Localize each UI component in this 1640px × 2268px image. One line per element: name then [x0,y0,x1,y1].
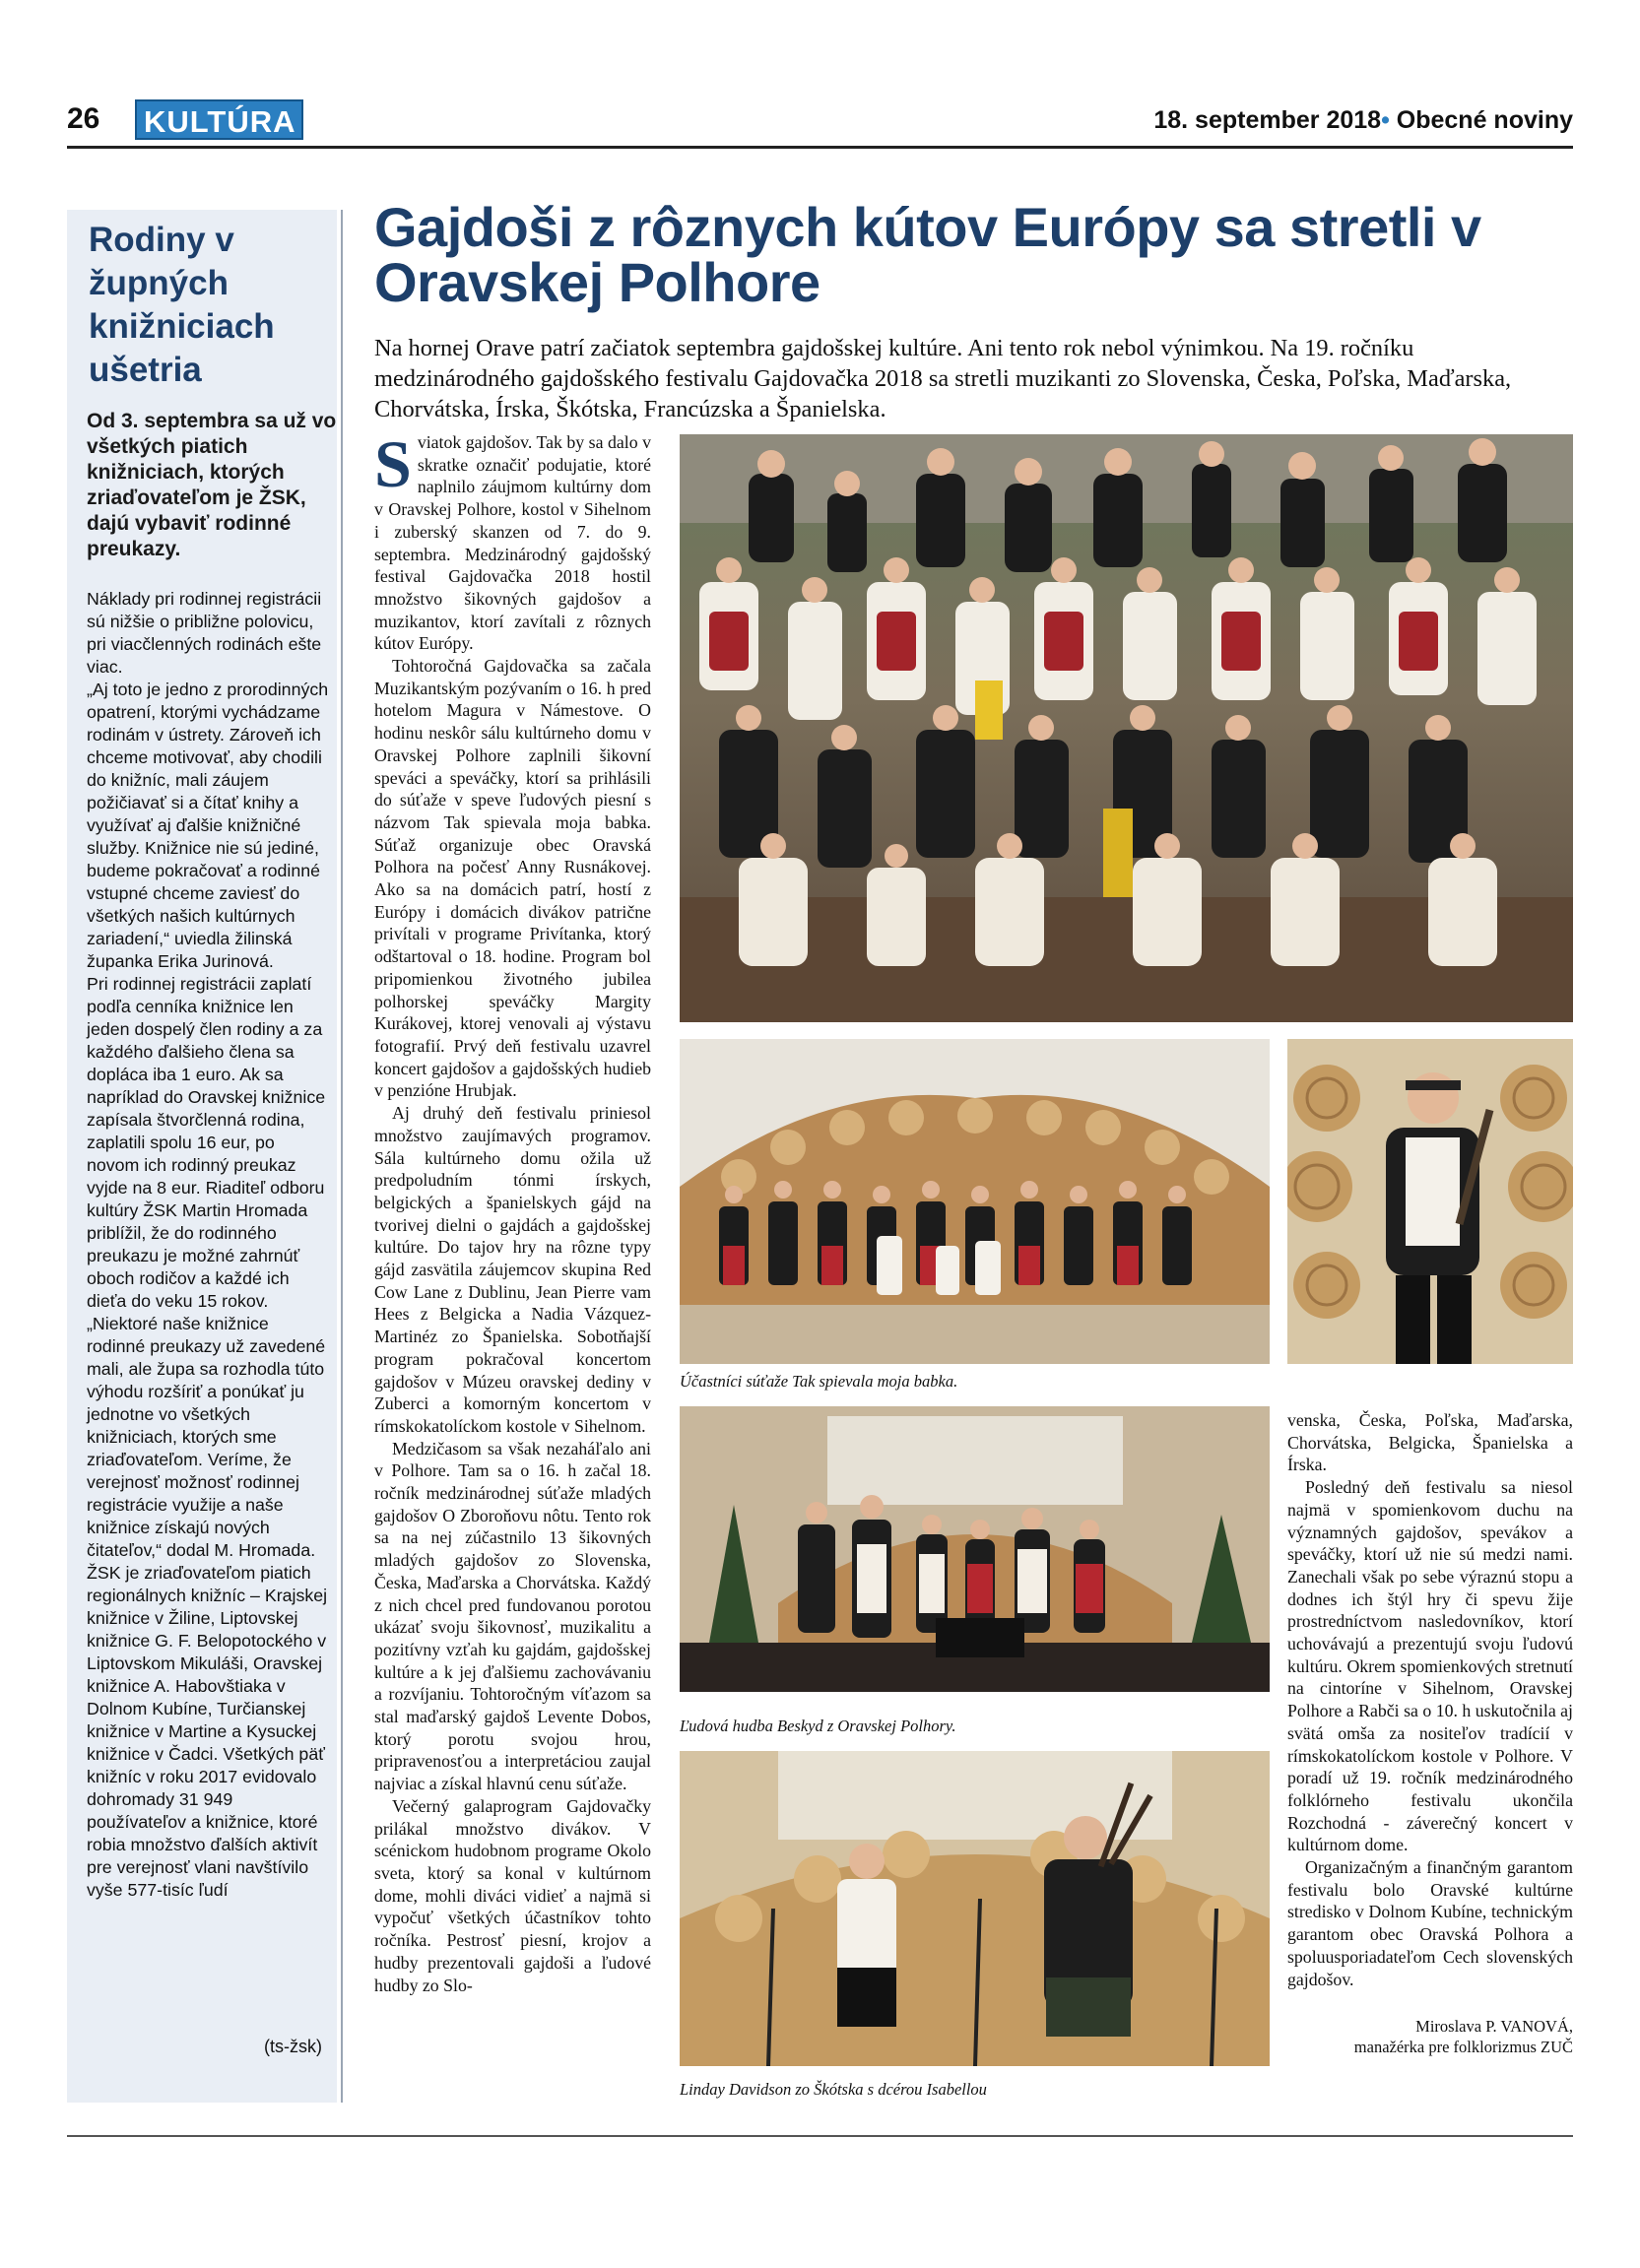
section-label: KULTÚRA [135,99,303,140]
sidebar-paragraph: Náklady pri rodinnej registrácii sú nižšie o približne polovicu, pri viacčlenných rodinách ešte viac. [87,589,322,677]
issue-date: 18. september 2018 [1153,106,1382,134]
article-paragraph [374,426,651,655]
sidebar-divider [341,210,343,2103]
article-lead: Na hornej Orave patrí začiatok septembra gajdošskej kultúre. Ani tento rok nebol výnimkou. Na 19. ročníku medzinárodného gajdošského festivalu Gajdovačka 2018 sa stretli muzikanti zo Slovenska, Česka, Poľska, Maďarska, Chorvátska, Írska, Škótska, Francúzska a Španielska. [374,335,1512,422]
sidebar-signature: (ts-žsk) [264,2037,322,2056]
footer-rule [67,2135,1573,2137]
group-photo [680,434,1573,1022]
article-paragraph: Medzičasom sa však nezaháľalo ani v Polhore. Tam sa o 16. h začal 18. ročník medzinárodnej súťaže mladých gajdošov O Zboroňovu nôtu. Tento rok sa na nej zúčastnilo 13 šikovných mladých gajdošov zo Slovenska, Česka, Maďarska a Chorvátska. Každý z nich chcel pred fundovanou porotou ukázať svoju šikovnosť, muzikalitu a pozitívny vzťah ku gajdám, gajdošskej kultúre a k jej ďalšiemu zachovávaniu a rozvíjaniu. Tohtoročným víťazom sa stal maďarský gajdoš Levente Dobos, ktorý porotu svojou hrou, pripravenosťou a interpretáciou zaujal najviac a získal hlavnú cenu súťaže. [374,1438,651,1794]
sidebar-paragraph: „Aj toto je jedno z prorodinných opatrení, ktorými vychádzame rodinám v ústrety. Zároveň ich chceme motivovať, aby chodili do knižníc, mali záujem požičiavať si a čítať knihy a využívať aj ďalšie knižničné služby. Knižnice nie sú jediné, budeme pokračovať a rodinné vstupné chceme zaviesť do všetkých našich kultúrnych zariadení,“ uviedla žilinská županka Erika Jurinová. [87,680,329,971]
scottish-pipers-photo [680,1751,1270,2066]
photo-caption: Linday Davidson zo Škótska s dcérou Isabellou [680,2080,987,2099]
article-paragraph: venska, Česka, Poľska, Maďarska, Chorvátska, Belgicka, Španielska a Írska. [1287,1410,1573,1475]
photo-caption: Ľudová hudba Beskyd z Oravskej Polhory. [680,1717,956,1735]
young-piper-photo [1287,1039,1573,1364]
author-name: Miroslava P. VANOVÁ, [1415,2017,1573,2037]
article-paragraph: Organizačným a finančným garantom festivalu bolo Oravské kultúrne stredisko v Dolnom Kubíne, technickým garantom obec Oravská Polhora a spoluusporiadateľom Cech slovenských gajdošov. [1287,1857,1573,1989]
publication-name: Obecné noviny [1396,106,1573,134]
article-paragraph: Aj druhý deň festivalu priniesol množstvo zaujímavých programov. Sála kultúrneho domu ožila už predpoludním tónmi írskych, belgických a španielskych gájd na tvorivej dielni o gajdách a gajdošskej kultúre. Do tajov hry na rôzne typy gájd zasvätila záujemcov skupina Red Cow Lane z Dublinu, Jean Pierre vam Hees z Belgicka a Nadia Vázquez-Martinéz zo Španielska. Sobotňajší program pokračoval koncertom gajdošov v Múzeu oravskej dediny v Zuberci a komorným koncertom v rímskokatolíckom kostole v Sihelnom. [374,1103,651,1436]
contest-participants-photo [680,1039,1270,1364]
first-paragraph-text: viatok gajdošov. Tak by sa dalo v skratke označiť podujatie, ktoré naplnilo záujmom kultúrny dom v Oravskej Polhore, kostol v Sihelnom i zuberský skanzen od 7. do 9. septembra. Medzinárodný gajdošský festival Gajdovačka 2018 hostil množstvo šikovných gajdošov a muzikantov, ktorí zavítali z rôznych kútov Európy. [374,432,651,654]
issue-info [1153,106,1573,135]
drop-cap: S [374,426,412,501]
folk-band-photo [680,1406,1270,1692]
sidebar-lead: Od 3. septembra sa už vo všetkých piatich knižniciach, ktorých zriaďovateľom je ŽSK, dajú vybaviť rodinné preukazy. [87,410,337,560]
sidebar-body [87,588,329,1902]
article-paragraph: Posledný deň festivalu sa niesol najmä v spomienkovom duchu na významných gajdošov, spevákov a speváčky, ktorí už nie sú medzi nami. Zanechali však po sebe výraznú stopu a dodnes ich štýl hry či spevu žije prostredníctvom nasledovníkov, ktorí uchovávajú a prezentujú svoju ľudovú kultúru. Okrem spomienkových stretnutí na cintoríne v Sihelnom, Oravskej Polhore a Rabči sa o 10. h uskutočnila aj svätá omša za nositeľov tradícií v rímskokatolíckom kostole v Polhore. V poradí už 19. ročník medzinárodného folklórneho festivalu ukončila Rozchodná - záverečný koncert v kultúrnom dome. [1287,1477,1573,1855]
separator-dot: • [1381,106,1390,134]
article-column-1 [374,426,651,1996]
sidebar-title: Rodiny v župných knižniciach ušetria [89,221,275,389]
article-headline: Gajdoši z rôznych kútov Európy sa stretli v Oravskej Polhore [374,196,1481,313]
article-column-3 [1287,1409,1573,2057]
header-rule [67,146,1573,149]
sidebar-paragraph: ŽSK je zriaďovateľom piatich regionálnych knižníc – Krajskej knižnice v Žiline, Liptovskej knižnice G. F. Belopotockého v Liptovskom Mikuláši, Oravskej knižnice A. Habovštiaka v Dolnom Kubíne, Turčianskej knižnice v Martine a Kysuckej knižnice v Čadci. Všetkých päť knižníc v roku 2017 evidovalo dohromady 31 949 používateľov a knižnice, ktoré robia množstvo ďalších aktivít pre verejnosť vlani navštívilo vyše 577-tisíc ľudí [87,1563,328,1900]
page-number: 26 [67,102,100,135]
sidebar-paragraph: Pri rodinnej registrácii zaplatí podľa cenníka knižnice len jeden dospelý člen rodiny a za každého ďalšieho člena sa dopláca iba 1 euro. Ak sa napríklad do Oravskej knižnice zapísala štvorčlenná rodina, zaplatili spolu 16 eur, po novom ich rodinný preukaz vyjde na 8 eur. Riaditeľ odboru kultúry ŽSK Martin Hromada priblížil, že do rodinného preukazu je možné zahrnúť oboch rodičov a každé ich dieťa do veku 15 rokov. [87,974,326,1311]
photo-caption: Účastníci súťaže Tak spievala moja babka. [680,1372,958,1391]
article-paragraph: Tohtoročná Gajdovačka sa začala Muzikantským pozývaním o 16. h pred hotelom Magura v Námestove. O hodinu neskôr sálu kultúrneho domu v Oravskej Polhore zaplnili šikovní speváci a speváčky, ktorí sa prihlásili do súťaže v speve ľudových piesní s názvom Tak spievala moja babka. Súťaž organizuje obec Oravská Polhora na počesť Anny Rusnákovej. Ako sa na domácich patrí, hostí z Európy i domácich divákov patrične privítali v programe Privítanka, ktorý odštartoval o 18. hodine. Program bol pripomienkou životného jubilea polhorskej speváčky Margity Kurákovej, ktorej venovali aj výstavu fotografií. Prvý deň festivalu uzavrel koncert gajdošov a gajdošských hudieb v penzióne Hrubjak. [374,656,651,1101]
sidebar-paragraph: „Niektoré naše knižnice rodinné preukazy už zavedené mali, ale župa sa rozhodla túto výhodu rozšíriť a ponúkať ju jednotne vo všetkých knižniciach, ktorých sme zriaďovateľom. Veríme, že verejnosť možnosť rodinnej registrácie využije a naše knižnice získajú nových čitateľov,“ dodal M. Hromada. [87,1314,326,1560]
article-paragraph: Večerný galaprogram Gajdovačky prilákal množstvo divákov. V scénickom hudobnom programe Okolo sveta, ktorý sa konal v kultúrnom dome, mohli diváci vidieť a najmä si vypočuť všetkých účastníkov tohto ročníka. Pestrosť piesní, krojov a hudby prezentovali gajdoši a ľudové hudby zo Slo- [374,1795,651,1995]
author-role: manažérka pre folklorizmus ZUČ [1353,2038,1573,2057]
